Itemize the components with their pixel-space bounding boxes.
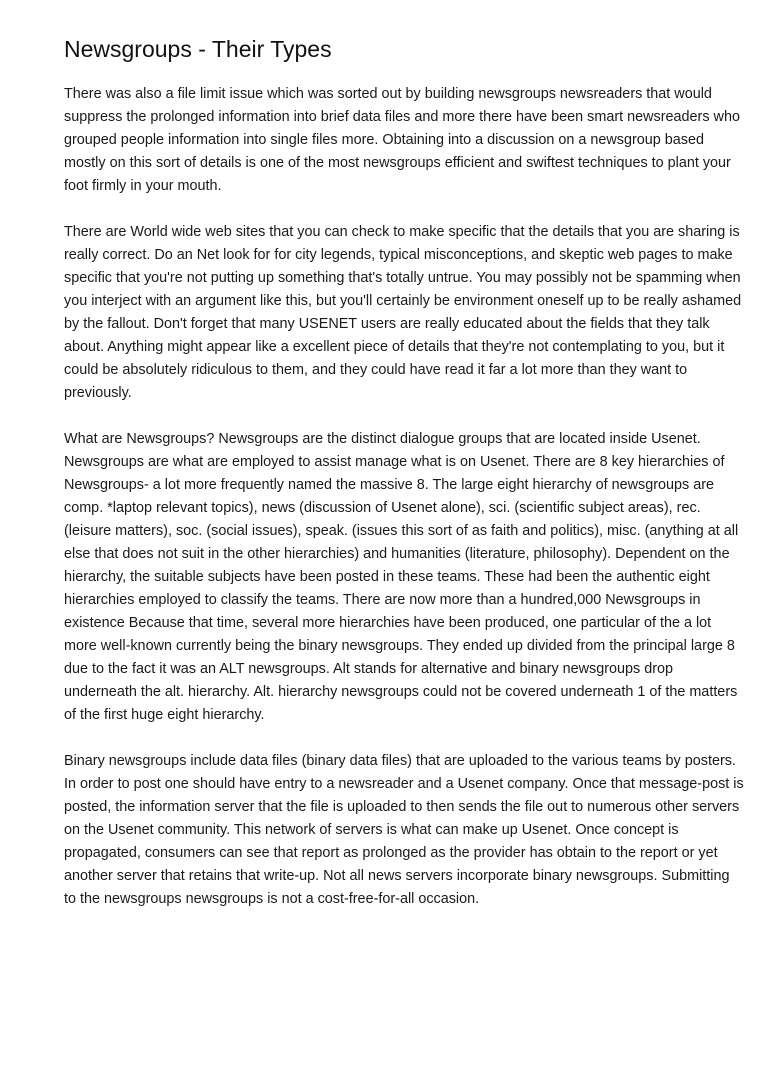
paragraph-file-limit: There was also a file limit issue which was sorted out by building newsgroups newsreaders that would suppress the prolonged information into brief data files and more there have been smart newsreaders who grouped people information into single files more. Obtaining into a discussion on a newsgroup based mostly on this sort of details is one of the most newsgroups efficient and swiftest techniques to plant your foot firmly in your mouth.	[64, 86, 740, 194]
paragraph-binary-newsgroups: Binary newsgroups include data files (binary data files) that are uploaded to the various teams by posters. In order to post one should have entry to a newsreader and a Usenet company. Once that message-post is posted, the information server that the file is uploaded to then sends the file out to numerous other servers on the Usenet community. This network of servers is what can make up Usenet. Once concept is propagated, consumers can see that report as prolonged as the provider has obtain to the report or yet another server that retains that write-up. Not all news servers incorporate binary newsgroups. Submitting to the newsgroups newsgroups is not a cost-free-for-all occasion.	[64, 753, 744, 907]
paragraph-fact-checking: There are World wide web sites that you can check to make specific that the details that you are sharing is really correct. Do an Net look for for city legends, typical misconceptions, and skeptic web pages to make specific that you're not putting up something that's totally untrue. You may possibly not be spamming when you interject with an argument like this, but you'll certainly be environment oneself up to be really ashamed by the fallout. Don't forget that many USENET users are really educated about the fields that they talk about. Anything might appear like a excellent piece of details that they're not contemplating to you, but it could be absolutely ridiculous to them, and they could have read it far a lot more than they want to previously.	[64, 224, 742, 401]
document-title: Newsgroups - Their Types	[64, 36, 332, 62]
document-page	[64, 34, 744, 934]
paragraph-what-are-newsgroups: What are Newsgroups? Newsgroups are the distinct dialogue groups that are located inside Usenet. Newsgroups are what are employed to assist manage what is on Usenet. There are 8 key hierarchies of Newsgroups- a lot more frequently named the massive 8. The large eight hierarchy of newsgroups are comp. *laptop relevant topics), news (discussion of Usenet alone), sci. (scientific subject areas), rec. (leisure matters), soc. (social issues), speak. (issues this sort of as faith and politics), misc. (anything at all else that does not suit in the other hierarchies) and humanities (literature, philosophy). Dependent on the hierarchy, the suitable subjects have been posted in these teams. These had been the authentic eight hierarchies employed to classify the teams. There are now more than a hundred,000 Newsgroups in existence Because that time, several more hierarchies have been produced, one particular of the a lot more well-known currently being the binary newsgroups. They ended up divided from the principal large 8 due to the fact it was an ALT newsgroups. Alt stands for alternative and binary newsgroups drop underneath the alt. hierarchy. Alt. hierarchy newsgroups could not be covered underneath 1 of the matters of the first huge eight hierarchy.	[64, 431, 739, 723]
